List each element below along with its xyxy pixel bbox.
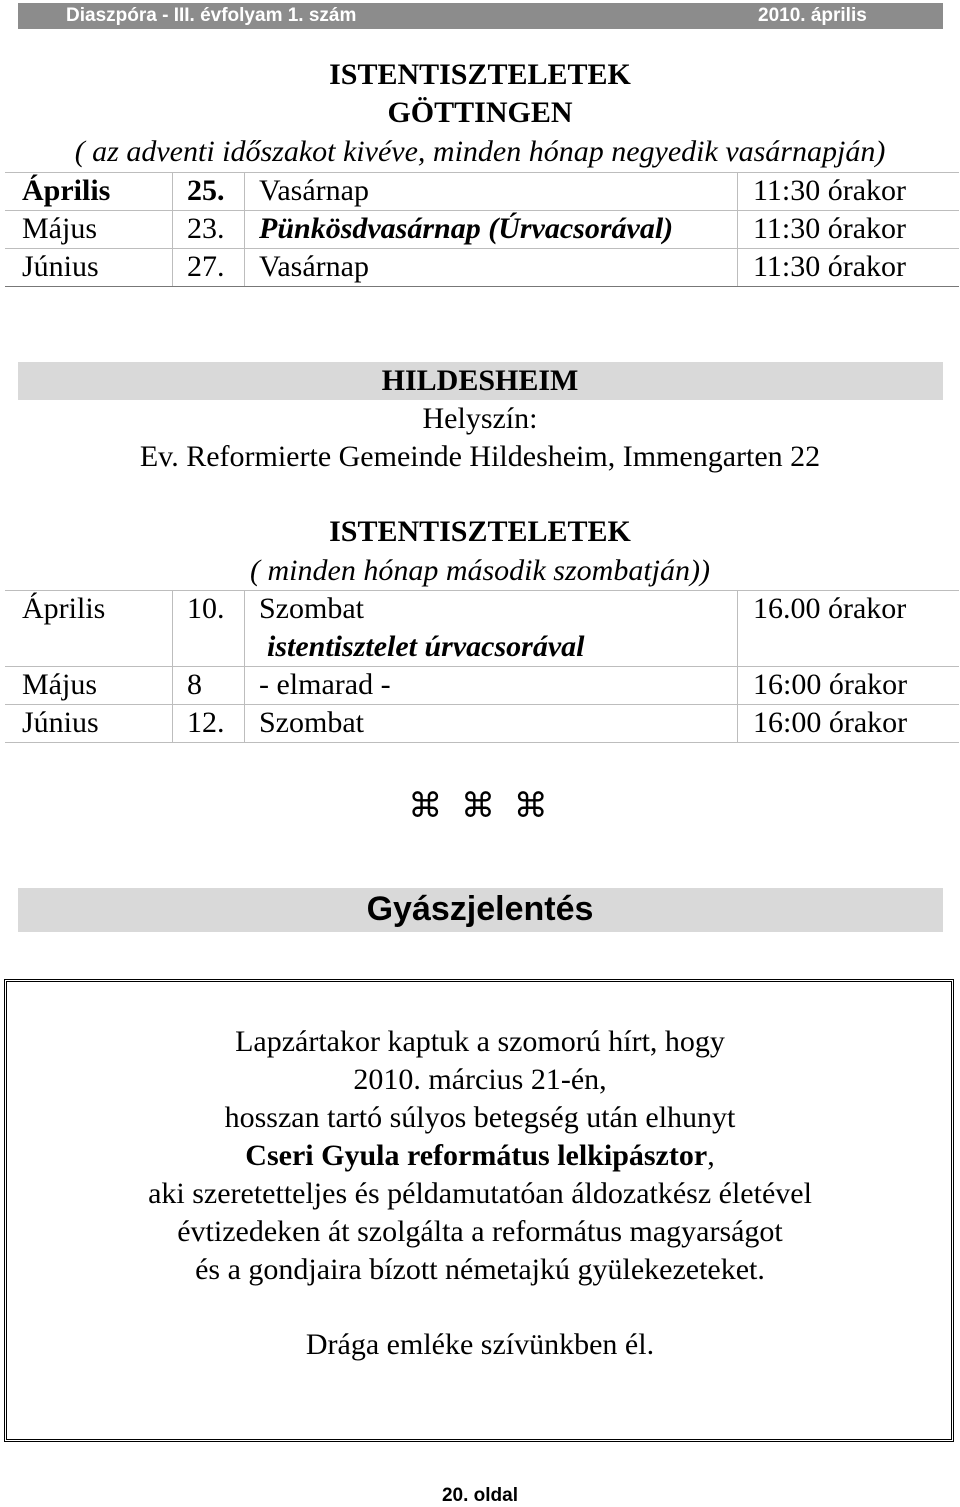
table-row [5, 210, 959, 248]
obituary-line: és a gondjaira bízott németajkú gyülekezeteket. [195, 1253, 765, 1286]
obituary-line: aki szeretetteljes és példamutatóan áldozatkész életével [148, 1177, 812, 1210]
obituary-line: évtizedeken át szolgálta a református magyarságot [177, 1215, 783, 1248]
obituary-line: hosszan tartó súlyos betegség után elhunyt [224, 1101, 736, 1134]
table-row [5, 172, 959, 210]
row-desc: Szombat [259, 706, 364, 739]
page-header [18, 3, 943, 29]
deceased-name: Cseri Gyula református lelkipásztor [245, 1139, 708, 1172]
row-day: 27. [187, 250, 225, 283]
row-time: 11:30 órakor [753, 174, 907, 207]
location-label: Helyszín: [422, 402, 538, 435]
row-day: 8 [187, 668, 202, 701]
location-address: Ev. Reformierte Gemeinde Hildesheim, Immengarten 22 [139, 440, 821, 473]
table-row [5, 666, 959, 704]
row-month: Május [22, 668, 97, 701]
table-row [5, 248, 959, 286]
hildesheim-subtitle: ( minden hónap második szombatján)) [250, 554, 710, 587]
header-date: 2010. április [758, 5, 867, 26]
row-month: Április [22, 592, 106, 625]
row-month: Április [22, 174, 111, 207]
row-time: 16:00 órakor [753, 706, 908, 739]
gottingen-subtitle: ( az adventi időszakot kivéve, minden hónap negyedik vasárnapján) [74, 135, 886, 168]
obituary-line: Lapzártakor kaptuk a szomorú hírt, hogy [235, 1025, 725, 1058]
name-suffix: , [707, 1139, 715, 1172]
row-month: Június [22, 706, 99, 739]
row-time: 11:30 órakor [753, 250, 907, 283]
obituary-line: 2010. március 21-én, [353, 1063, 607, 1096]
row-time: 16:00 órakor [753, 668, 908, 701]
row-desc: Vasárnap [259, 250, 369, 283]
obituary-closing: Drága emléke szívünkben él. [305, 1328, 655, 1361]
separator-ornament-icon: ⌘ ⌘ ⌘ [408, 786, 552, 826]
obituary-title: Gyászjelentés [366, 890, 594, 928]
row-month: Május [22, 212, 97, 245]
row-desc: Szombat [259, 592, 364, 625]
row-day: 25. [187, 174, 225, 207]
row-desc: - elmarad - [259, 668, 391, 701]
header-issue: Diaszpóra - III. évfolyam 1. szám [66, 5, 357, 26]
row-day: 10. [187, 592, 225, 625]
gottingen-title: ISTENTISZTELETEK [329, 58, 631, 91]
page-number: 20. oldal [441, 1485, 519, 1506]
hildesheim-services-title: ISTENTISZTELETEK [329, 515, 631, 548]
row-time: 11:30 órakor [753, 212, 907, 245]
obituary-name-line [0, 1139, 960, 1173]
table-row [5, 704, 959, 742]
row-month: Június [22, 250, 99, 283]
row-desc: Vasárnap [259, 174, 369, 207]
table-row [5, 590, 959, 666]
gottingen-city: GÖTTINGEN [387, 96, 573, 129]
row-day: 23. [187, 212, 225, 245]
row-desc: Pünkösdvasárnap (Úrvacsorával) [259, 212, 674, 245]
row-desc-note: istentisztelet úrvacsorával [267, 630, 585, 663]
row-time: 16.00 órakor [753, 592, 907, 625]
hildesheim-title: HILDESHEIM [381, 364, 579, 397]
row-day: 12. [187, 706, 225, 739]
